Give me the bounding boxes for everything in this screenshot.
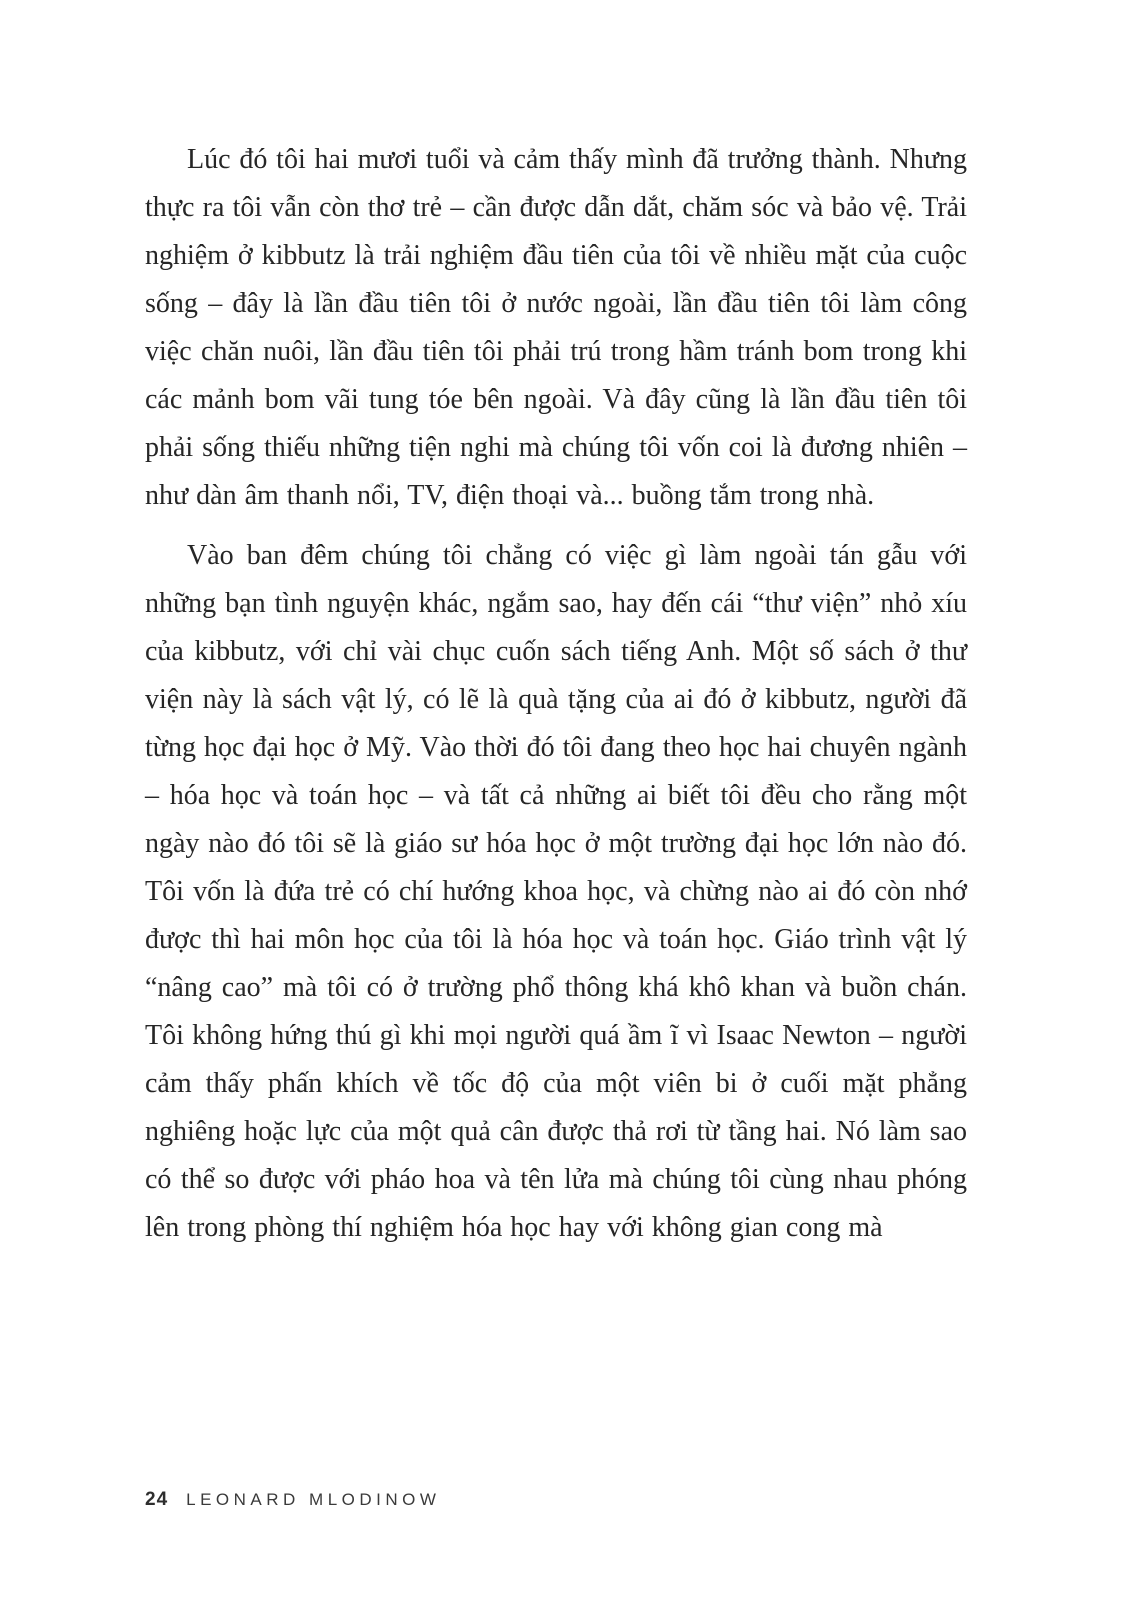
page-number: 24 — [145, 1489, 169, 1510]
author-running-header: LEONARD MLODINOW — [186, 1490, 441, 1509]
body-paragraph: Lúc đó tôi hai mươi tuổi và cảm thấy mình đã trưởng thành. Nhưng thực ra tôi vẫn còn thơ trẻ – cần được dẫn dắt, chăm sóc và bảo vệ. Trải nghiệm ở kibbutz là trải nghiệm đầu tiên của tôi về nhiều mặt của cuộc sống – đây là lần đầu tiên tôi ở nước ngoài, lần đầu tiên tôi làm công việc chăn nuôi, lần đầu tiên tôi phải trú trong hầm tránh bom trong khi các mảnh bom vãi tung tóe bên ngoài. Và đây cũng là lần đầu tiên tôi phải sống thiếu những tiện nghi mà chúng tôi vốn coi là đương nhiên – như dàn âm thanh nổi, TV, điện thoại và... buồng tắm trong nhà. — [145, 144, 967, 511]
body-text — [145, 136, 967, 1264]
body-paragraph: Vào ban đêm chúng tôi chẳng có việc gì làm ngoài tán gẫu với những bạn tình nguyện khác, ngắm sao, hay đến cái “thư viện” nhỏ xíu của kibbutz, với chỉ vài chục cuốn sách tiếng Anh. Một số sách ở thư viện này là sách vật lý, có lẽ là quà tặng của ai đó ở kibbutz, người đã từng học đại học ở Mỹ. Vào thời đó tôi đang theo học hai chuyên ngành – hóa học và toán học – và tất cả những ai biết tôi đều cho rằng một ngày nào đó tôi sẽ là giáo sư hóa học ở một trường đại học lớn nào đó. Tôi vốn là đứa trẻ có chí hướng khoa học, và chừng nào ai đó còn nhớ được thì hai môn học của tôi là hóa học và toán học. Giáo trình vật lý “nâng cao” mà tôi có ở trường phổ thông khá khô khan và buồn chán. Tôi không hứng thú gì khi mọi người quá ầm ĩ vì Isaac Newton – người cảm thấy phấn khích về tốc độ của một viên bi ở cuối mặt phẳng nghiêng hoặc lực của một quả cân được thả rơi từ tầng hai. Nó làm sao có thể so được với pháo hoa và tên lửa mà chúng tôi cùng nhau phóng lên trong phòng thí nghiệm hóa học hay với không gian cong mà — [145, 540, 967, 1243]
page-footer — [145, 1489, 440, 1511]
